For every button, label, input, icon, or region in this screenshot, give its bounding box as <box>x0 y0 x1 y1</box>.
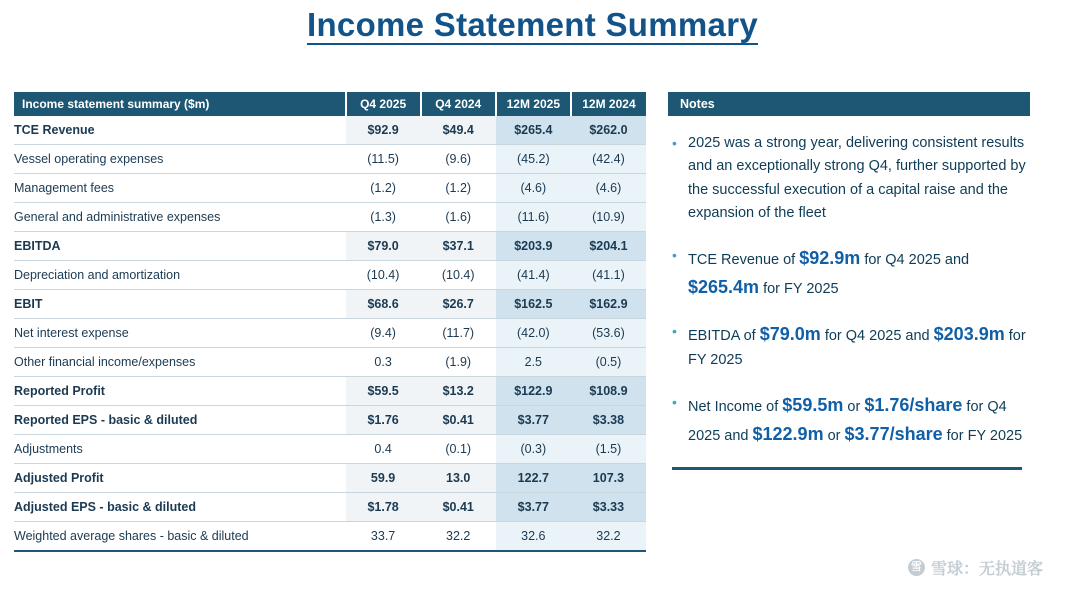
table-row <box>14 145 646 174</box>
row-value: (4.6) <box>571 174 646 203</box>
row-value: 13.0 <box>421 464 496 493</box>
row-value: $262.0 <box>571 116 646 145</box>
bullet-icon: • <box>672 246 677 263</box>
row-value: $3.33 <box>571 493 646 522</box>
note-item <box>672 391 1026 449</box>
row-value: (0.1) <box>421 435 496 464</box>
row-value: (1.2) <box>421 174 496 203</box>
row-value: (10.4) <box>421 261 496 290</box>
note-plain: or <box>843 398 865 415</box>
table-row <box>14 406 646 435</box>
row-value: 32.2 <box>421 522 496 552</box>
content-area <box>0 44 1065 552</box>
row-value: 0.3 <box>346 348 421 377</box>
row-value: 32.2 <box>571 522 646 552</box>
row-value: $59.5 <box>346 377 421 406</box>
note-text <box>688 320 1026 373</box>
table-header-row <box>14 92 646 116</box>
row-label: Adjustments <box>14 435 346 464</box>
note-item <box>672 132 1026 226</box>
table-row <box>14 261 646 290</box>
row-value: $13.2 <box>421 377 496 406</box>
note-item <box>672 244 1026 302</box>
column-header-q4-2024: Q4 2024 <box>421 92 496 116</box>
row-value: $49.4 <box>421 116 496 145</box>
table-row <box>14 319 646 348</box>
row-value: 122.7 <box>496 464 571 493</box>
table-row <box>14 377 646 406</box>
row-value: (11.6) <box>496 203 571 232</box>
row-value: (45.2) <box>496 145 571 174</box>
row-value: $79.0 <box>346 232 421 261</box>
notes-panel <box>668 92 1030 552</box>
row-value: (1.6) <box>421 203 496 232</box>
row-value: (0.5) <box>571 348 646 377</box>
bullet-icon: • <box>672 323 677 340</box>
table-row <box>14 174 646 203</box>
note-item <box>672 320 1026 373</box>
row-value: $0.41 <box>421 493 496 522</box>
table-header <box>14 92 646 116</box>
row-value: $0.41 <box>421 406 496 435</box>
row-value: $68.6 <box>346 290 421 319</box>
row-value: (1.3) <box>346 203 421 232</box>
row-label: EBITDA <box>14 232 346 261</box>
row-value: (41.4) <box>496 261 571 290</box>
note-highlight: $3.77/share <box>844 424 943 445</box>
row-value: $26.7 <box>421 290 496 319</box>
row-label: Reported Profit <box>14 377 346 406</box>
row-value: (1.2) <box>346 174 421 203</box>
row-value: (42.4) <box>571 145 646 174</box>
row-value: $3.38 <box>571 406 646 435</box>
row-value: 59.9 <box>346 464 421 493</box>
row-label: Weighted average shares - basic & diluted <box>14 522 346 552</box>
row-value: (41.1) <box>571 261 646 290</box>
note-plain: for Q4 2025 and <box>860 251 970 268</box>
table-row <box>14 522 646 552</box>
bullet-icon: • <box>672 135 677 151</box>
row-value: (10.9) <box>571 203 646 232</box>
note-plain: for Q4 2025 and <box>820 328 934 345</box>
row-value: $265.4 <box>496 116 571 145</box>
row-label: Management fees <box>14 174 346 203</box>
note-plain: EBITDA of <box>688 328 760 345</box>
watermark-text: 雪球：无执道客 <box>930 561 1043 578</box>
row-value: 0.4 <box>346 435 421 464</box>
note-plain: Net Income of <box>688 398 783 415</box>
row-label: Depreciation and amortization <box>14 261 346 290</box>
watermark-logo-icon: 雪 <box>908 559 925 576</box>
row-label: Reported EPS - basic & diluted <box>14 406 346 435</box>
note-highlight: $79.0m <box>759 324 821 345</box>
table-row <box>14 464 646 493</box>
row-label: TCE Revenue <box>14 116 346 145</box>
row-value: (9.6) <box>421 145 496 174</box>
table-row <box>14 493 646 522</box>
row-label: General and administrative expenses <box>14 203 346 232</box>
table-row <box>14 116 646 145</box>
row-value: (9.4) <box>346 319 421 348</box>
note-text <box>688 132 1026 226</box>
table-body <box>14 116 646 551</box>
page-title: Income Statement Summary <box>306 6 758 43</box>
note-plain: for FY 2025 <box>688 328 1026 369</box>
table-row <box>14 232 646 261</box>
row-value: $108.9 <box>571 377 646 406</box>
row-value: 33.7 <box>346 522 421 552</box>
row-value: 107.3 <box>571 464 646 493</box>
row-value: (53.6) <box>571 319 646 348</box>
row-value: (10.4) <box>346 261 421 290</box>
note-highlight: $203.9m <box>933 324 1005 345</box>
row-label: Vessel operating expenses <box>14 145 346 174</box>
income-statement-table <box>14 92 646 552</box>
row-value: 32.6 <box>496 522 571 552</box>
column-header-q4-2025: Q4 2025 <box>346 92 421 116</box>
income-statement-table-container <box>14 92 646 552</box>
note-plain: for FY 2025 <box>942 428 1023 445</box>
note-text <box>688 391 1026 449</box>
row-value: $3.77 <box>496 493 571 522</box>
row-value: (11.7) <box>421 319 496 348</box>
row-value: $3.77 <box>496 406 571 435</box>
row-value: (4.6) <box>496 174 571 203</box>
row-label: Net interest expense <box>14 319 346 348</box>
row-value: (1.5) <box>571 435 646 464</box>
row-value: $162.9 <box>571 290 646 319</box>
row-value: $37.1 <box>421 232 496 261</box>
row-value: $204.1 <box>571 232 646 261</box>
note-highlight: $59.5m <box>782 394 844 415</box>
note-text <box>688 244 1026 302</box>
note-highlight: $265.4m <box>688 277 760 298</box>
row-value: (1.9) <box>421 348 496 377</box>
note-plain: or <box>823 428 845 445</box>
row-label: Adjusted Profit <box>14 464 346 493</box>
notes-bottom-rule <box>672 467 1022 470</box>
table-row <box>14 435 646 464</box>
row-value: $1.76 <box>346 406 421 435</box>
row-value: (42.0) <box>496 319 571 348</box>
note-plain: TCE Revenue of <box>688 251 800 268</box>
column-header-12m-2025: 12M 2025 <box>496 92 571 116</box>
column-header-12m-2024: 12M 2024 <box>571 92 646 116</box>
row-value: $92.9 <box>346 116 421 145</box>
note-plain: for FY 2025 <box>759 281 839 298</box>
column-header-label: Income statement summary ($m) <box>14 92 346 116</box>
row-label: EBIT <box>14 290 346 319</box>
row-value: (0.3) <box>496 435 571 464</box>
row-label: Other financial income/expenses <box>14 348 346 377</box>
table-row <box>14 290 646 319</box>
row-value: $162.5 <box>496 290 571 319</box>
row-value: $1.78 <box>346 493 421 522</box>
notes-header: Notes <box>668 92 1030 116</box>
row-label: Adjusted EPS - basic & diluted <box>14 493 346 522</box>
watermark <box>908 556 1043 579</box>
row-value: (11.5) <box>346 145 421 174</box>
note-plain: 2025 was a strong year, delivering consistent results and an exceptionally strong Q4, further supported by the successful execution of a capital raise and the expansion of the fleet <box>688 135 1026 222</box>
note-highlight: $1.76/share <box>864 394 963 415</box>
row-value: $122.9 <box>496 377 571 406</box>
notes-list <box>668 116 1030 449</box>
bullet-icon: • <box>672 393 677 410</box>
note-highlight: $122.9m <box>752 424 824 445</box>
row-value: $203.9 <box>496 232 571 261</box>
note-highlight: $92.9m <box>799 247 861 268</box>
table-row <box>14 203 646 232</box>
row-value: 2.5 <box>496 348 571 377</box>
table-row <box>14 348 646 377</box>
note-plain: for Q4 2025 and <box>688 398 1007 445</box>
